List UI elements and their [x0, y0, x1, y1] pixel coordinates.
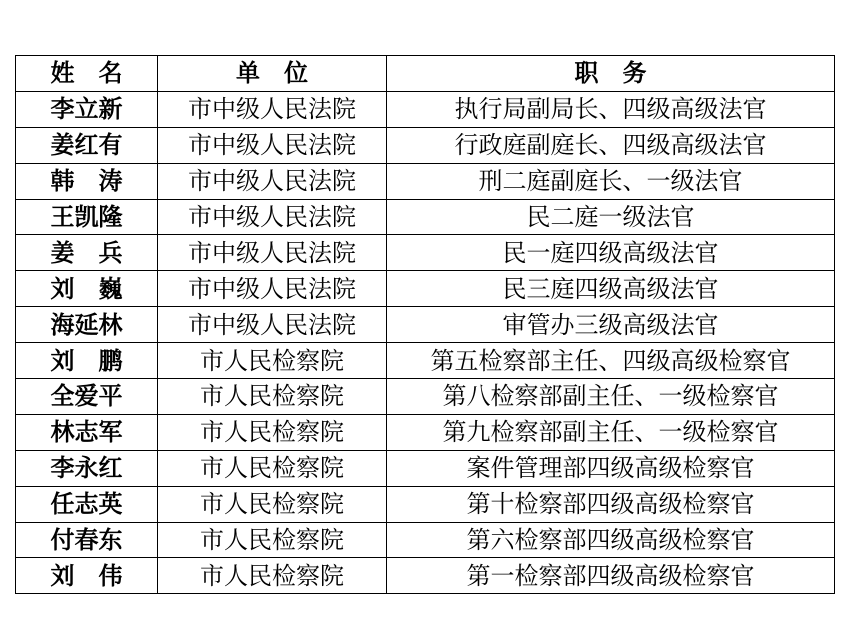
table-row — [16, 127, 835, 163]
unit-cell: 市人民检察院 — [158, 558, 387, 594]
name-cell: 任志英 — [16, 486, 158, 522]
table-row — [16, 450, 835, 486]
unit-cell: 市人民检察院 — [158, 486, 387, 522]
post-cell: 行政庭副庭长、四级高级法官 — [387, 127, 835, 163]
name-cell: 付春东 — [16, 522, 158, 558]
header-name: 姓 名 — [16, 56, 158, 92]
table-row — [16, 271, 835, 307]
name-cell: 姜 兵 — [16, 235, 158, 271]
unit-cell: 市中级人民法院 — [158, 127, 387, 163]
unit-cell: 市中级人民法院 — [158, 163, 387, 199]
personnel-table — [15, 55, 835, 594]
unit-cell: 市人民检察院 — [158, 522, 387, 558]
post-cell: 民二庭一级法官 — [387, 199, 835, 235]
unit-cell: 市人民检察院 — [158, 343, 387, 379]
table-row — [16, 235, 835, 271]
name-cell: 刘 鹏 — [16, 343, 158, 379]
post-cell: 民一庭四级高级法官 — [387, 235, 835, 271]
table-row — [16, 522, 835, 558]
unit-cell: 市中级人民法院 — [158, 91, 387, 127]
table-row — [16, 486, 835, 522]
post-cell: 第五检察部主任、四级高级检察官 — [387, 343, 835, 379]
unit-cell: 市中级人民法院 — [158, 271, 387, 307]
table-header-row — [16, 56, 835, 92]
header-unit: 单 位 — [158, 56, 387, 92]
name-cell: 姜红有 — [16, 127, 158, 163]
table-row — [16, 558, 835, 594]
post-cell: 审管办三级高级法官 — [387, 307, 835, 343]
name-cell: 林志军 — [16, 414, 158, 450]
unit-cell: 市人民检察院 — [158, 379, 387, 415]
unit-cell: 市人民检察院 — [158, 414, 387, 450]
table-row — [16, 199, 835, 235]
table-row — [16, 307, 835, 343]
name-cell: 李立新 — [16, 91, 158, 127]
name-cell: 刘 伟 — [16, 558, 158, 594]
post-cell: 第八检察部副主任、一级检察官 — [387, 379, 835, 415]
name-cell: 海延林 — [16, 307, 158, 343]
post-cell: 民三庭四级高级法官 — [387, 271, 835, 307]
table-row — [16, 414, 835, 450]
name-cell: 王凯隆 — [16, 199, 158, 235]
table-row — [16, 91, 835, 127]
post-cell: 第六检察部四级高级检察官 — [387, 522, 835, 558]
unit-cell: 市中级人民法院 — [158, 199, 387, 235]
table-row — [16, 163, 835, 199]
post-cell: 第十检察部四级高级检察官 — [387, 486, 835, 522]
table-row — [16, 343, 835, 379]
post-cell: 第九检察部副主任、一级检察官 — [387, 414, 835, 450]
unit-cell: 市中级人民法院 — [158, 235, 387, 271]
name-cell: 李永红 — [16, 450, 158, 486]
post-cell: 执行局副局长、四级高级法官 — [387, 91, 835, 127]
unit-cell: 市中级人民法院 — [158, 307, 387, 343]
header-post: 职 务 — [387, 56, 835, 92]
name-cell: 全爱平 — [16, 379, 158, 415]
name-cell: 韩 涛 — [16, 163, 158, 199]
post-cell: 案件管理部四级高级检察官 — [387, 450, 835, 486]
unit-cell: 市人民检察院 — [158, 450, 387, 486]
post-cell: 刑二庭副庭长、一级法官 — [387, 163, 835, 199]
table-row — [16, 379, 835, 415]
name-cell: 刘 巍 — [16, 271, 158, 307]
post-cell: 第一检察部四级高级检察官 — [387, 558, 835, 594]
